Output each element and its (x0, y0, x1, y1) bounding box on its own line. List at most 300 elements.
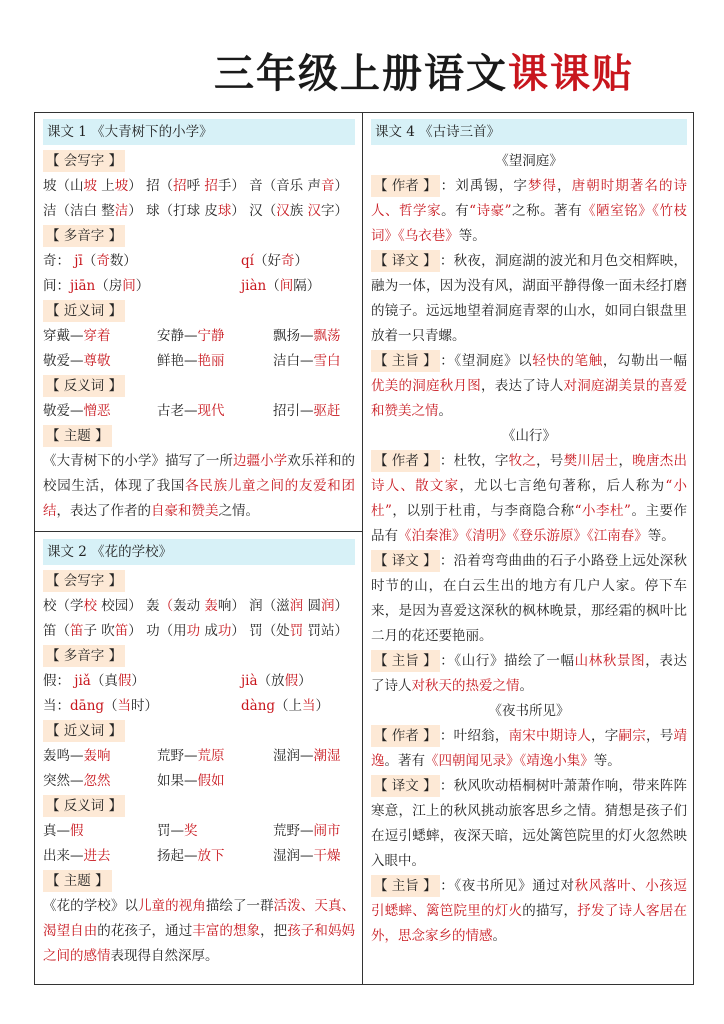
writing-segment: 功 (141, 623, 160, 639)
word-highlight: 飘荡 (313, 328, 341, 344)
writing-line (43, 199, 355, 224)
word: 轰鸣— (43, 748, 84, 764)
theme-segment: 描绘了一群 (205, 898, 274, 914)
writing-segment: ） (231, 203, 245, 219)
section-label-synonym (43, 719, 355, 744)
text-segment: “小李杜” (574, 503, 631, 519)
polyphone-row (43, 694, 355, 719)
text-segment: 《四朝闻见录》《靖逸小集》 (425, 753, 594, 769)
section-label: 【 主旨 】 (371, 650, 440, 672)
writing-segment: 功 (217, 623, 232, 639)
word-highlight: 尊敬 (83, 353, 111, 369)
word-highlight: 宁静 (197, 328, 225, 344)
page-title-main: 三年级上册语文 (214, 50, 508, 97)
writing-segment: 润 (244, 598, 263, 614)
writing-segment: （音乐 声 (262, 178, 321, 194)
word: 湿润— (273, 848, 314, 864)
page-title (214, 44, 694, 110)
word: 出来— (43, 848, 84, 864)
section-label: 【 主旨 】 (371, 350, 440, 372)
writing-segment: ） (334, 178, 348, 194)
writing-segment: 招 (204, 178, 218, 194)
word: 罚— (157, 823, 184, 839)
text-segment: 嗣宗 (618, 728, 647, 744)
antonym-pair (273, 399, 355, 424)
text-segment: 。有 (441, 203, 470, 219)
text-segment: ，号 (536, 453, 564, 469)
polyphone-char: 奇： (43, 253, 75, 269)
writing-segment: 手） (217, 178, 245, 194)
word-part: ） (294, 253, 308, 269)
writing-segment: 轰 (204, 598, 218, 614)
text-segment: ，勾勒出一幅 (602, 353, 688, 369)
word-highlight: 当 (117, 698, 132, 714)
text-segment: 之称。著有 (511, 203, 583, 219)
word-part: ） (315, 698, 330, 714)
writing-segment: ） (231, 623, 245, 639)
polyphone-b (241, 274, 320, 299)
section-label: 【 近义词 】 (43, 720, 125, 742)
lesson-4-panel (371, 119, 687, 949)
writing-segment: 汉 (244, 203, 263, 219)
section-label: 【 作者 】 (371, 175, 440, 197)
theme-segment: 活泼、天真、渴望自由 (43, 898, 356, 939)
text-segment: 《泊秦淮》《清明》《登乐游原》《江南春》 (398, 528, 648, 544)
author-block (371, 724, 687, 774)
section-label-theme (43, 424, 355, 449)
writing-line (43, 594, 355, 619)
gist-block (371, 349, 687, 424)
theme-segment: 自豪和赞美 (151, 503, 219, 519)
writing-segment: 球 (217, 203, 232, 219)
word-highlight: 间 (122, 278, 136, 294)
polyphone-b (241, 669, 312, 694)
word-highlight: 奇 (280, 253, 295, 269)
antonym-pair (157, 844, 273, 869)
writing-segment: 洁 (114, 203, 129, 219)
writing-segment: （用 (159, 623, 187, 639)
antonym-row (43, 819, 355, 844)
text-segment: 牧之 (508, 453, 537, 469)
polyphone-char: 当： (43, 698, 70, 714)
word: 敬爱— (43, 353, 84, 369)
author-block (371, 449, 687, 549)
writing-segment: 音 (320, 178, 335, 194)
writing-segment: 轰 (141, 598, 160, 614)
writing-segment: 呼 (186, 178, 205, 194)
polyphone-row (43, 669, 355, 694)
word: 飘扬— (273, 328, 314, 344)
section-label: 【 主题 】 (43, 870, 112, 892)
polyphone-a (43, 694, 241, 719)
word-highlight: 潮湿 (313, 748, 341, 764)
antonym-row (43, 844, 355, 869)
writing-segment: 招 (141, 178, 160, 194)
text-segment: ：《夜书所见》通过对 (439, 878, 575, 894)
word-highlight: 进去 (83, 848, 111, 864)
horizontal-divider (35, 531, 362, 532)
gist-block (371, 649, 687, 699)
synonym-row (43, 324, 355, 349)
text-segment: “诗豪” (469, 203, 512, 219)
text-segment: 抒发了诗人客居在外，思念家乡的情感 (371, 903, 687, 944)
polyphone-row (43, 274, 355, 299)
synonym-pair (273, 769, 355, 794)
writing-segment: 校园） (97, 598, 142, 614)
writing-segment: 润 (320, 598, 335, 614)
theme-segment: 儿童的视角 (137, 898, 206, 914)
writing-segment: 洁 (43, 203, 57, 219)
writing-segment: 坡 (83, 178, 97, 194)
pinyin: dāng (70, 698, 105, 714)
word: 洁白— (273, 353, 314, 369)
writing-segment: 功 (186, 623, 201, 639)
text-segment: 晚唐杰出诗人、散文家 (371, 453, 688, 494)
text-segment: 等。 (458, 228, 486, 244)
polyphone-a (43, 669, 241, 694)
theme-segment: ，把 (260, 923, 288, 939)
writing-segment: 校 (43, 598, 57, 614)
antonym-pair (157, 819, 273, 844)
text-segment: ，号 (646, 728, 674, 744)
writing-segment: 字） (320, 203, 348, 219)
word: 如果— (157, 773, 198, 789)
text-segment: 山林秋景图 (574, 653, 646, 669)
vertical-divider (362, 113, 363, 984)
section-label: 【 主旨 】 (371, 875, 440, 897)
section-label: 【 近义词 】 (43, 300, 125, 322)
writing-segment: 招 (173, 178, 187, 194)
text-segment: 唐朝时期著名的诗人、哲学家 (371, 178, 688, 219)
theme-text (43, 894, 355, 969)
word-part: 时） (131, 698, 159, 714)
antonym-row (43, 399, 355, 424)
word: 安静— (157, 328, 198, 344)
section-label: 【 主题 】 (43, 425, 112, 447)
writing-segment: 笛 (114, 623, 129, 639)
writing-segment: 汉 (307, 203, 321, 219)
word-part: （ (82, 253, 97, 269)
word-part: （好 (253, 253, 281, 269)
synonym-pair (157, 769, 273, 794)
theme-segment: 欢乐祥和的校园生活，体现了我国 (43, 453, 356, 494)
word-part: 隔） (293, 278, 321, 294)
writing-segment: 润 (289, 598, 304, 614)
lesson-heading: 课文 1 《大青树下的小学》 (43, 119, 355, 145)
theme-segment: 丰富的想象 (192, 923, 261, 939)
word-highlight: 当 (302, 698, 316, 714)
theme-segment: 边疆小学 (232, 453, 288, 469)
word-part: （ (104, 698, 118, 714)
word: 荒野— (273, 823, 314, 839)
text-segment: 优美的洞庭秋月图 (371, 378, 481, 394)
section-label: 【 译文 】 (371, 775, 440, 797)
section-label: 【 反义词 】 (43, 795, 125, 817)
section-label: 【 译文 】 (371, 550, 440, 572)
text-segment: 。 (492, 928, 506, 944)
writing-segment: （山 (56, 178, 84, 194)
word-highlight: 假如 (197, 773, 225, 789)
word-highlight: 间 (279, 278, 294, 294)
page-title-highlight: 课课贴 (508, 50, 634, 97)
word: 扬起— (157, 848, 198, 864)
polyphone-row (43, 249, 355, 274)
text-segment: ：秋风吹动梧桐树叶萧萧作响，带来阵阵寒意，江上的秋风挑动旅客思乡之情。猜想是孩子们在逗引蟋蟀，夜深天暗，远处篱笆院里的灯火忽然映入眼中。 (371, 778, 687, 869)
poem-title: 《望洞庭》 (495, 153, 563, 169)
polyphone-char: 间： (43, 278, 70, 294)
writing-segment: 球 (186, 203, 201, 219)
word-highlight: 穿着 (83, 328, 111, 344)
synonym-pair (43, 324, 157, 349)
synonym-pair (43, 744, 157, 769)
polyphone-a (43, 274, 241, 299)
text-segment: 梦得 (527, 178, 558, 194)
section-label: 【 多音字 】 (43, 645, 125, 667)
writing-segment: 罚 (289, 623, 304, 639)
word: 荒野— (157, 748, 198, 764)
pinyin: qí (241, 253, 254, 269)
writing-segment: （洁白 整 (56, 203, 115, 219)
text-segment: ， (618, 453, 633, 469)
text-segment: 樊川居士 (563, 453, 619, 469)
section-label-poly (43, 644, 355, 669)
theme-segment: 之情。 (218, 503, 259, 519)
writing-segment: 校 (83, 598, 97, 614)
translation-block (371, 249, 687, 349)
writing-segment: 罚 (244, 623, 263, 639)
text-segment: 。著有 (384, 753, 425, 769)
theme-segment: 表现得自然深厚。 (110, 948, 219, 964)
text-segment: ：《望洞庭》以 (439, 353, 533, 369)
text-segment: ，以别于杜甫，与李商隐合称 (391, 503, 575, 519)
word: 穿戴— (43, 328, 84, 344)
text-segment: ：杜牧，字 (439, 453, 509, 469)
word-highlight: 假 (117, 673, 132, 689)
theme-segment: 《大青树下的小学》描写了一所 (43, 453, 233, 469)
writing-segment: 罚 (303, 623, 321, 639)
word-highlight: 干燥 (313, 848, 341, 864)
word-highlight: 奇 (96, 253, 110, 269)
text-segment: 对秋天的热爱之情 (411, 678, 520, 694)
writing-segment: 族 (289, 203, 308, 219)
theme-segment: 孩子和妈妈之间的感情 (43, 923, 356, 964)
writing-segment: （ (159, 598, 174, 614)
lesson-heading: 课文 2 《花的学校》 (43, 539, 355, 565)
translation-block (371, 549, 687, 649)
word-highlight: 现代 (197, 403, 225, 419)
lesson-1-panel (43, 119, 355, 524)
antonym-pair (273, 819, 355, 844)
text-segment: ：叶绍翁， (439, 728, 509, 744)
section-label: 【 会写字 】 (43, 570, 125, 592)
text-segment: 对洞庭湖美景的喜爱和赞美之情 (371, 378, 687, 419)
pinyin: jià (241, 673, 258, 689)
synonym-pair (43, 349, 157, 374)
word-highlight: 假 (70, 823, 84, 839)
section-label-writing (43, 149, 355, 174)
word-part: （真 (90, 673, 118, 689)
synonym-pair (273, 349, 355, 374)
word-highlight: 艳丽 (197, 353, 225, 369)
text-segment: ，字 (591, 728, 619, 744)
writing-line (43, 619, 355, 644)
writing-segment: 响） (217, 598, 245, 614)
section-label-theme (43, 869, 355, 894)
author-block (371, 174, 687, 249)
writing-segment: ） (128, 178, 142, 194)
theme-segment: ，表达了作者的 (56, 503, 151, 519)
text-segment: 等。 (647, 528, 675, 544)
writing-segment: 坡 (114, 178, 129, 194)
pinyin: jiān (70, 278, 96, 294)
text-segment: 等。 (593, 753, 621, 769)
writing-segment: 汉 (276, 203, 290, 219)
polyphone-b (241, 249, 308, 274)
word-part: ） (131, 673, 145, 689)
writing-segment: （学 (56, 598, 84, 614)
text-segment: 南宋中期诗人 (508, 728, 592, 744)
text-segment: 轻快的笔触 (532, 353, 603, 369)
text-segment: 的描写， (522, 903, 578, 919)
word-part: （放 (257, 673, 285, 689)
word-highlight: 闹市 (313, 823, 341, 839)
pinyin: jiǎ (74, 673, 91, 689)
writing-segment: （滋 (262, 598, 290, 614)
writing-segment: ） (334, 598, 348, 614)
poem-title: 《山行》 (502, 428, 556, 444)
text-segment: 靖逸 (371, 728, 688, 769)
antonym-pair (43, 399, 157, 424)
writing-segment: 笛 (43, 623, 57, 639)
section-label-synonym (43, 299, 355, 324)
word: 敬爱— (43, 403, 84, 419)
text-segment: 。 (519, 678, 533, 694)
writing-segment: （处 (262, 623, 290, 639)
word: 鲜艳— (157, 353, 198, 369)
writing-line (43, 174, 355, 199)
synonym-row (43, 744, 355, 769)
writing-segment: 轰 (173, 598, 187, 614)
writing-segment: 动 (186, 598, 205, 614)
text-segment: ：沿着弯弯曲曲的石子小路登上远处深秋时节的山，在白云生出的地方有几户人家。停下车来，是因为喜爱这深秋的枫林晚景，那经霜的枫叶比二月的花还要艳丽。 (371, 553, 687, 644)
word-part: （ (266, 278, 280, 294)
writing-segment: ） (128, 623, 142, 639)
antonym-pair (273, 844, 355, 869)
word-highlight: 放下 (197, 848, 225, 864)
word-part: ） (135, 278, 150, 294)
text-segment: ， (557, 178, 572, 194)
word-part: （房 (95, 278, 123, 294)
writing-segment: 圆 (303, 598, 321, 614)
antonym-pair (43, 844, 157, 869)
section-label: 【 反义词 】 (43, 375, 125, 397)
synonym-pair (157, 744, 273, 769)
word: 湿润— (273, 748, 314, 764)
text-segment: ，尤以七言绝句著称，后人称为 (459, 478, 666, 494)
word-part: （上 (275, 698, 303, 714)
text-segment: 秋风落叶、小孩逗引蟋蟀、篱笆院里的灯火 (371, 878, 688, 919)
theme-text (43, 449, 355, 524)
word-highlight: 荒原 (197, 748, 225, 764)
word-highlight: 雪白 (313, 353, 341, 369)
word: 招引— (273, 403, 314, 419)
writing-segment: 上 (97, 178, 115, 194)
text-segment: ：秋夜，洞庭湖的波光和月色交相辉映，融为一体，因为没有风，湖面平静得像一面未经打磨的镜子。远远地望着洞庭青翠的山水，如同白银盘里放着一只青螺。 (371, 253, 687, 344)
word: 真— (43, 823, 70, 839)
word-highlight: 忽然 (83, 773, 111, 789)
section-label-antonym (43, 794, 355, 819)
synonym-pair (157, 324, 273, 349)
synonym-pair (43, 769, 157, 794)
text-segment: 。 (438, 403, 452, 419)
word-part: 数） (109, 253, 137, 269)
writing-segment: 音 (244, 178, 263, 194)
theme-segment: 各民族儿童之间的友爱和团结 (43, 478, 356, 519)
text-segment: ，表达了诗人 (481, 378, 564, 394)
pinyin: dàng (241, 698, 276, 714)
polyphone-b (241, 694, 329, 719)
theme-segment: 《花的学校》以 (43, 898, 138, 914)
antonym-pair (43, 819, 157, 844)
polyphone-a (43, 249, 241, 274)
word-highlight: 驱赶 (313, 403, 341, 419)
content-frame (34, 112, 694, 985)
text-segment: 。主要作品有 (371, 503, 688, 544)
text-segment: ：刘禹锡，字 (439, 178, 528, 194)
writing-segment: 子 吹 (83, 623, 115, 639)
writing-segment: 皮 (200, 203, 218, 219)
pinyin: jiàn (241, 278, 267, 294)
writing-segment: 坡 (43, 178, 57, 194)
text-segment: ，表达了诗人 (371, 653, 688, 694)
section-label-writing (43, 569, 355, 594)
writing-segment: 球 (141, 203, 160, 219)
section-label: 【 多音字 】 (43, 225, 125, 247)
writing-segment: 成 (200, 623, 218, 639)
section-label: 【 译文 】 (371, 250, 440, 272)
word: 突然— (43, 773, 84, 789)
writing-segment: （ (262, 203, 277, 219)
writing-segment: （ (56, 623, 70, 639)
word-highlight: 憎恶 (83, 403, 111, 419)
word-highlight: 假 (284, 673, 299, 689)
text-segment: 《陋室铭》《竹枝词》《乌衣巷》 (371, 203, 688, 244)
text-segment: ：《山行》描绘了一幅 (439, 653, 575, 669)
poem-title: 《夜书所见》 (488, 703, 570, 719)
section-label: 【 作者 】 (371, 725, 440, 747)
word-part: ） (298, 673, 312, 689)
antonym-pair (157, 399, 273, 424)
pinyin: jī (74, 253, 83, 269)
lesson-2-panel (43, 539, 355, 969)
lesson-heading: 课文 4 《古诗三首》 (371, 119, 687, 145)
word-highlight: 奖 (184, 823, 198, 839)
translation-block (371, 774, 687, 874)
writing-segment: （ (159, 178, 174, 194)
section-label-antonym (43, 374, 355, 399)
writing-segment: ） (128, 203, 142, 219)
section-label-poly (43, 224, 355, 249)
writing-segment: 站） (320, 623, 348, 639)
writing-segment: 笛 (70, 623, 84, 639)
polyphone-char: 假： (43, 673, 75, 689)
synonym-pair (273, 744, 355, 769)
word: 古老— (157, 403, 198, 419)
synonym-pair (273, 324, 355, 349)
text-segment: “小杜” (371, 478, 687, 519)
section-label: 【 作者 】 (371, 450, 440, 472)
gist-block (371, 874, 687, 949)
